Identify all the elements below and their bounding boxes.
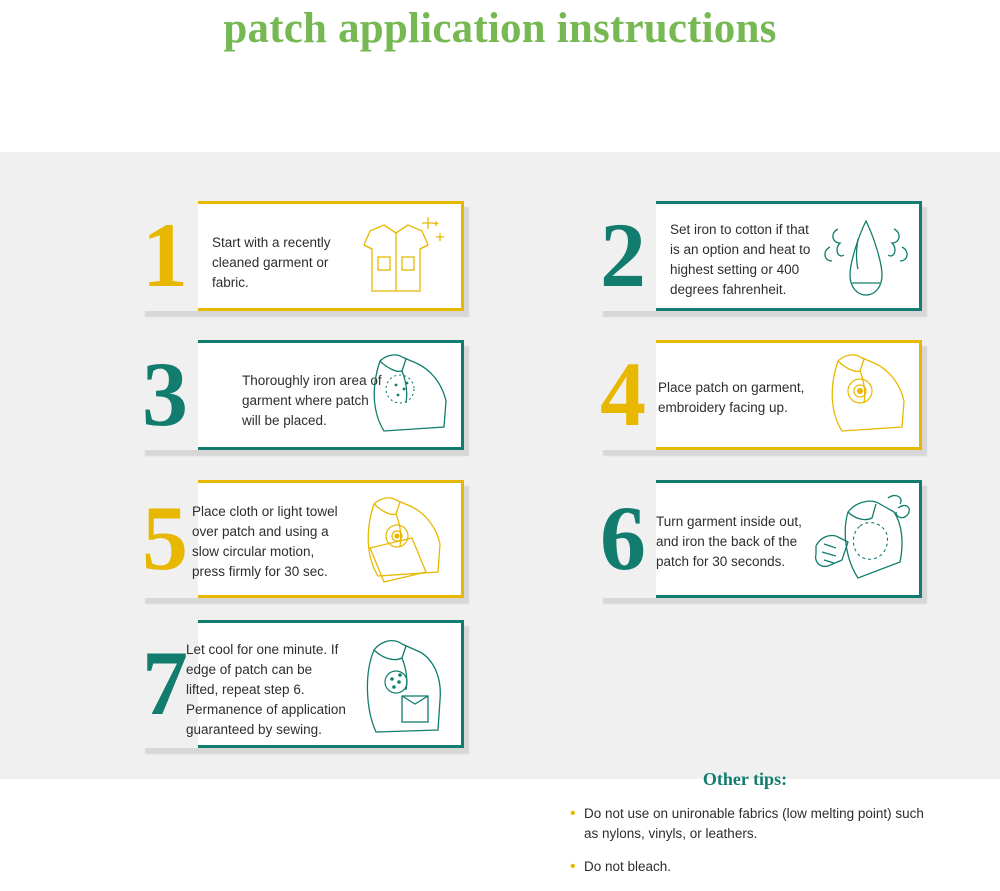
step-number: 4 bbox=[600, 343, 646, 446]
step-number-box bbox=[132, 201, 198, 311]
step-number: 3 bbox=[142, 343, 188, 446]
step-text: Turn garment inside out, and iron the back of the patch for 30 seconds. bbox=[656, 514, 802, 569]
step-number: 6 bbox=[600, 487, 646, 590]
step-card-4 bbox=[598, 340, 922, 450]
step-text: Place cloth or light towel over patch and using a slow circular motion, press firmly for 30 sec. bbox=[192, 504, 338, 579]
step-card-2 bbox=[598, 201, 922, 311]
tips-heading: Other tips: bbox=[702, 769, 788, 789]
step-card-5 bbox=[140, 480, 464, 598]
tip-item bbox=[570, 804, 970, 843]
title-band bbox=[0, 0, 1000, 152]
bullet-icon: • bbox=[570, 805, 576, 822]
step-card-6 bbox=[598, 480, 922, 598]
step-number-box bbox=[590, 201, 656, 311]
step-card-1 bbox=[140, 201, 464, 311]
tip-text: Do not use on unironable fabrics (low melting point) such as nylons, vinyls, or leathers. bbox=[584, 806, 924, 841]
step-number-box bbox=[132, 340, 198, 450]
bullet-icon: • bbox=[570, 858, 576, 876]
step-card-3 bbox=[140, 340, 464, 450]
page-title: patch application instructions bbox=[223, 5, 777, 52]
step-number: 2 bbox=[600, 204, 646, 307]
step-text: Let cool for one minute. If edge of patch can be lifted, repeat step 6. Permanence of application guaranteed by sewing. bbox=[186, 642, 346, 737]
step-text: Thoroughly iron area of garment where patch will be placed. bbox=[242, 373, 382, 428]
step-number-box bbox=[132, 480, 198, 598]
step-number: 7 bbox=[142, 632, 188, 735]
steps-area bbox=[0, 152, 1000, 876]
step-text: Set iron to cotton if that is an option and heat to highest setting or 400 degrees fahrenheit. bbox=[670, 222, 811, 297]
step-number: 1 bbox=[142, 204, 188, 307]
step-card-7 bbox=[140, 620, 464, 748]
tip-item bbox=[570, 857, 970, 877]
step-text: Place patch on garment, embroidery facing up. bbox=[658, 380, 805, 415]
step-number-box bbox=[590, 480, 656, 598]
tip-text: Do not bleach. bbox=[584, 859, 672, 875]
step-number: 5 bbox=[142, 487, 188, 590]
other-tips-block bbox=[570, 769, 970, 891]
step-number-box bbox=[590, 340, 656, 450]
step-text: Start with a recently cleaned garment or fabric. bbox=[212, 235, 331, 290]
